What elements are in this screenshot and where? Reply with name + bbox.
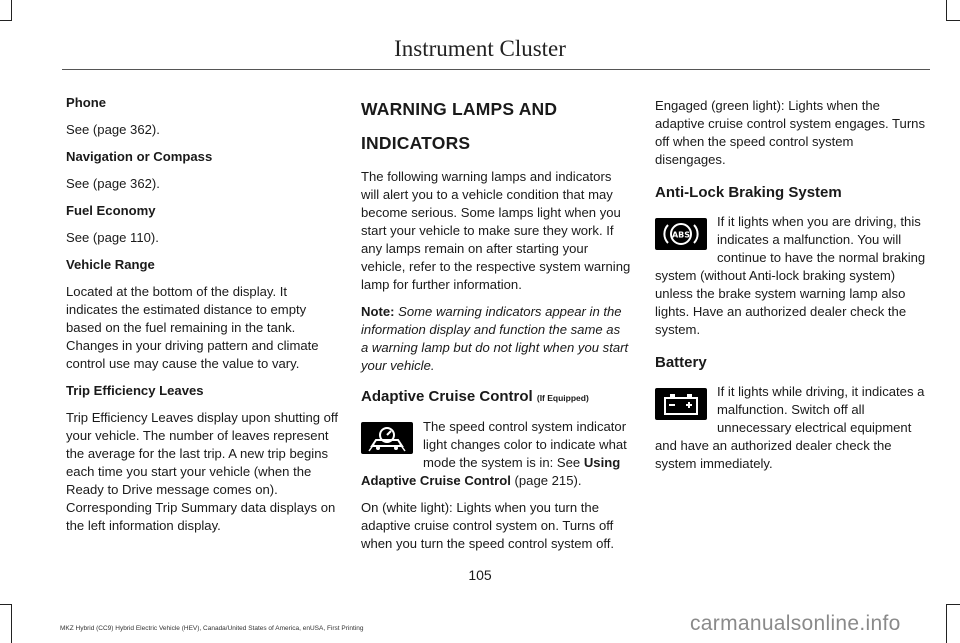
vehicle-range-text: Located at the bottom of the display. It indicates the estimated distance to empty based on the fuel remaining in the tank. Changes in your driving pattern and climate control use may cause the value to vary. <box>66 284 319 371</box>
right-column <box>655 97 927 482</box>
crop-mark <box>0 20 12 21</box>
battery-warning-icon <box>655 388 707 420</box>
page-number: 105 <box>468 567 492 583</box>
acc-page-ref[interactable]: (page 215). <box>514 473 582 488</box>
fuel-economy-reference[interactable]: See (page 110). <box>66 230 159 245</box>
section-title-line1: WARNING LAMPS AND <box>361 99 558 119</box>
abs-text: If it lights when you are driving, this indicates a malfunction. You will continue to have the normal braking system (without Anti-lock braking system) unless the brake system warning lamp also lights. Have an authorized dealer check the system. <box>655 214 926 337</box>
section-title-line2: INDICATORS <box>361 133 471 153</box>
fuel-economy-heading: Fuel Economy <box>66 203 156 218</box>
navigation-heading: Navigation or Compass <box>66 149 213 164</box>
acc-link[interactable]: Using Adaptive Cruise Control <box>361 455 621 488</box>
crop-mark <box>946 604 960 605</box>
crop-mark <box>946 0 947 20</box>
page-header-title: Instrument Cluster <box>394 36 566 61</box>
acc-on-text: On (white light): Lights when you turn the adaptive cruise control system on. Turns off when you turn the speed control system off. <box>361 500 615 551</box>
middle-column <box>361 94 631 562</box>
header-divider <box>62 69 930 70</box>
battery-text: If it lights while driving, it indicates a malfunction. Switch off all unnecessary electrical equipment and have an authorized dealer check the system immediately. <box>655 384 925 471</box>
acc-engaged-text: Engaged (green light): Lights when the adaptive cruise control system engages. Turns off when the speed control system disengages. <box>655 98 926 167</box>
vehicle-range-heading: Vehicle Range <box>66 257 155 272</box>
watermark: carmanualsonline.info <box>690 612 901 635</box>
acc-indicator-block <box>361 418 631 490</box>
left-column <box>66 94 342 544</box>
note-text: Some warning indicators appear in the information display and function the same as a warning lamp but do not light when you start your vehicle. <box>361 304 629 373</box>
abs-icon-label: ABS <box>671 230 691 240</box>
note-label: Note: <box>361 304 395 319</box>
abs-warning-icon <box>655 218 707 250</box>
crop-mark <box>946 604 947 643</box>
intro-paragraph: The following warning lamps and indicators will alert you to a vehicle condition that may become serious. Some lamps light when you start your vehicle to make sure they work. If any lamps remain on after starting your vehicle, refer to the respective system warning lamp for further information. <box>361 169 631 292</box>
footer-text: MKZ Hybrid (CC9) Hybrid Electric Vehicle (HEV), Canada/United States of America, enUSA, First Printing <box>60 625 364 632</box>
note-paragraph <box>361 303 631 375</box>
adaptive-cruise-control-icon <box>361 422 413 454</box>
crop-mark <box>0 604 12 605</box>
abs-block <box>655 213 927 339</box>
acc-equipped-label: (If Equipped) <box>536 393 589 403</box>
phone-heading: Phone <box>66 95 107 110</box>
crop-mark <box>11 604 12 643</box>
navigation-reference[interactable]: See (page 362). <box>66 176 160 191</box>
acc-heading-label: Adaptive Cruise Control <box>361 388 533 405</box>
trip-efficiency-text: Trip Efficiency Leaves display upon shutting off your vehicle. The number of leaves represent the average for the last trip. A new trip begins each time you start your vehicle (when the Ready to Drive message comes on). Corresponding Trip Summary data displays on the left information display. <box>66 410 338 533</box>
acc-heading <box>361 387 631 408</box>
battery-block <box>655 383 927 473</box>
crop-mark <box>11 0 12 20</box>
phone-reference[interactable]: See (page 362). <box>66 122 160 137</box>
crop-mark <box>946 20 960 21</box>
abs-heading: Anti-Lock Braking System <box>655 184 842 201</box>
section-title <box>361 96 631 156</box>
trip-efficiency-heading: Trip Efficiency Leaves <box>66 383 204 398</box>
battery-heading: Battery <box>655 354 707 371</box>
acc-description-text: The speed control system indicator light changes color to indicate what mode the system is in: See <box>423 419 627 470</box>
